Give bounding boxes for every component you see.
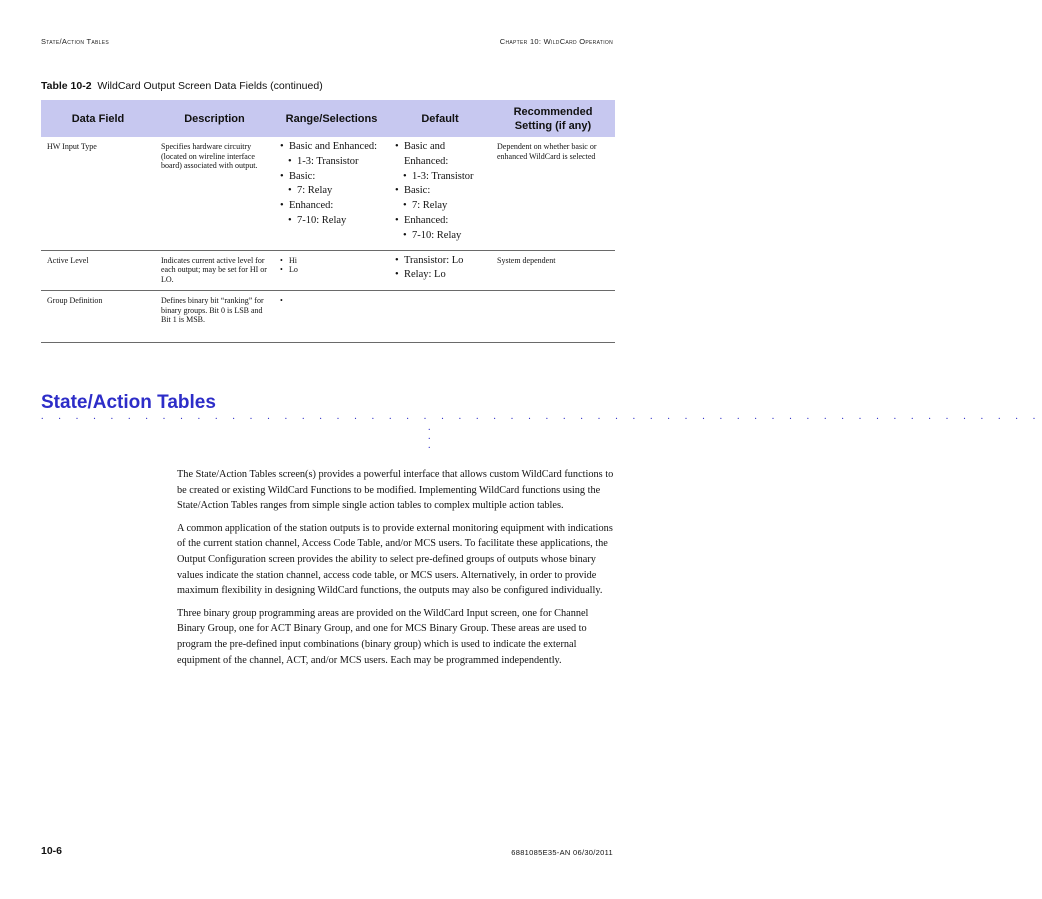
cell-recommended: Dependent on whether basic or enhanced WildCard is selected <box>491 137 615 250</box>
table-header-row <box>41 100 615 137</box>
page-number: 10-6 <box>41 845 63 857</box>
list-item: • Enhanced: <box>280 199 383 214</box>
section-body <box>177 467 615 675</box>
list-item: • 7: Relay <box>403 199 485 214</box>
col-header-data-field: Data Field <box>41 100 155 137</box>
output-fields-table <box>41 100 615 343</box>
cell-field: Active Level <box>41 250 155 291</box>
cell-range <box>274 137 389 250</box>
cell-recommended: System dependent <box>491 250 615 291</box>
paragraph: The State/Action Tables screen(s) provides a powerful interface that allows custom WildCard functions to be created or existing WildCard Functions to be modified. Implementing WildCard functions using the State/Action Tables ranges from simple single action tables to complex multiple action tables. <box>177 469 614 512</box>
cell-description: Specifies hardware circuitry (located on wireline interface board) associated with output. <box>155 137 274 250</box>
list-item: • 7: Relay <box>288 184 383 199</box>
list-item: • 7-10: Relay <box>288 214 383 229</box>
list-item-group <box>280 184 383 199</box>
cell-default <box>389 137 491 250</box>
table-caption <box>41 80 323 92</box>
table-row <box>41 137 615 250</box>
list-item: • Basic: <box>280 170 383 185</box>
cell-description: Indicates current active level for each output; may be set for HI or LO. <box>155 250 274 291</box>
running-header-left: State/Action Tables <box>41 37 110 46</box>
cell-description: Defines binary bit “ranking” for binary groups. Bit 0 is LSB and Bit 1 is MSB. <box>155 291 274 343</box>
list-item: • Enhanced: <box>395 214 485 229</box>
list-item-group <box>395 170 485 185</box>
cell-field: HW Input Type <box>41 137 155 250</box>
list-item: • Hi <box>280 256 383 266</box>
cell-default <box>389 291 491 343</box>
list-item: • Basic and Enhanced: <box>395 140 485 170</box>
list-item: • Basic: <box>395 184 485 199</box>
list-item: • Transistor: Lo <box>395 254 485 269</box>
running-header-right: Chapter 10: WildCard Operation <box>499 37 613 46</box>
section-rule-dots: . . . . . . . . . . . . . . . . . . . . . . . . . . . . . . . . . . . . . . . . . . . . . . . . . . . . . . . . . . <box>41 411 1042 422</box>
list-item-group <box>395 199 485 214</box>
list-item-group <box>280 155 383 170</box>
list-item: • 7-10: Relay <box>403 229 485 244</box>
list-item: • 1-3: Transistor <box>403 170 485 185</box>
paragraph: A common application of the station outputs is to provide external monitoring equipment with indications of the current station channel, Access Code Table, and/or MCS users. To facilitate these applications, the Output Configuration screen provides the ability to select pre-defined groups of outputs whose binary values indicate the station channel, access code table, or MCS users. Alternatively, in order to provide maximum flexibility in designing WildCard functions, the outputs may also be configured individually. <box>177 522 613 597</box>
list-item: • 1-3: Transistor <box>288 155 383 170</box>
table-row <box>41 250 615 291</box>
col-header-description: Description <box>155 100 274 137</box>
document-id: 6881085E35-AN 06/30/2011 <box>511 848 613 857</box>
col-header-range: Range/Selections <box>274 100 389 137</box>
list-item-group <box>395 229 485 244</box>
table-caption-label: Table 10-2 <box>41 80 92 92</box>
cell-range <box>274 291 389 343</box>
col-header-recommended: Recommended Setting (if any) <box>491 100 615 137</box>
list-item: • Lo <box>280 265 383 275</box>
list-item-group <box>280 214 383 229</box>
table-caption-text: WildCard Output Screen Data Fields (continued) <box>97 80 323 92</box>
table-row <box>41 291 615 343</box>
cell-recommended <box>491 291 615 343</box>
section-rule-dots-vertical: . . . <box>428 422 431 451</box>
cell-range <box>274 250 389 291</box>
cell-default <box>389 250 491 291</box>
list-item: • Basic and Enhanced: <box>280 140 383 155</box>
col-header-default: Default <box>389 100 491 137</box>
section-title: State/Action Tables <box>41 392 216 413</box>
paragraph: Three binary group programming areas are provided on the WildCard Input screen, one for Channel Binary Group, one for ACT Binary Group, and one for MCS Binary Group. These areas are used to program the pre-defined input combinations (binary group) which is used to indicate the external equipment of the channel, ACT, and/or MCS users. Each may be programmed independently. <box>177 607 589 666</box>
cell-field: Group Definition <box>41 291 155 343</box>
list-item: • Relay: Lo <box>395 268 485 283</box>
